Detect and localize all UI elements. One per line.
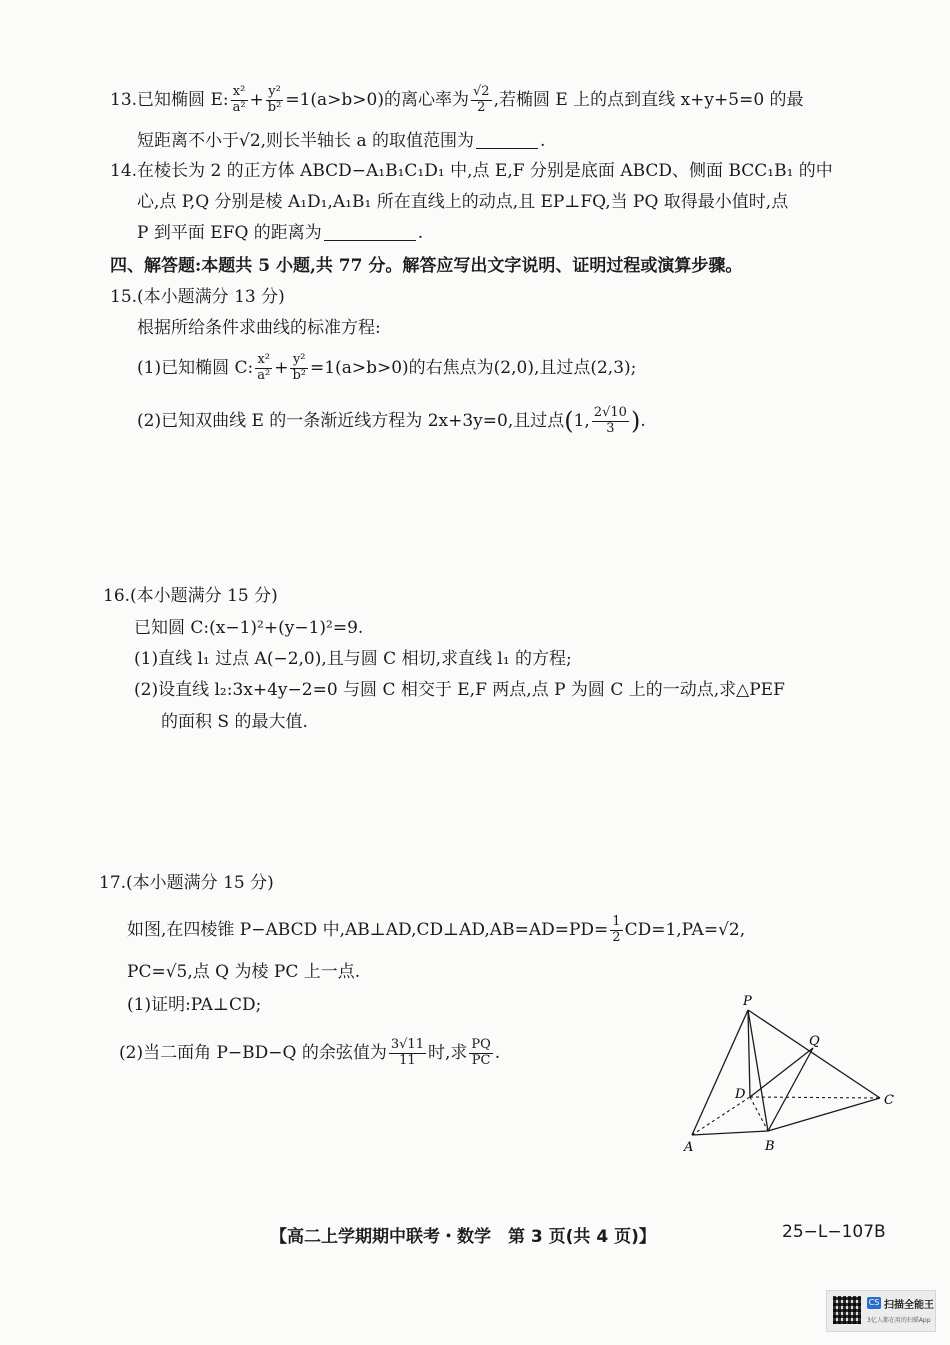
q13-line-1: 13.已知椭圆 E: $\frac{\text{x²}}{\text{a²}}$ + $\frac{\text{y²}}{\text{b²}}$ =1(a>b>0)的离心率为 $\frac{√2}{2}$ ,若椭圆 E 上的点到直线 x+y+5=0 的最 xyxy=(110,84,804,115)
fraction: $\frac{3√11}{11}$ xyxy=(390,1037,424,1068)
label-q: Q xyxy=(809,1034,820,1049)
q17-line-4: (2)当二面角 P−BD−Q 的余弦值为 $\frac{3√11}{11}$ 时,求 $\frac{PQ}{PC}$ . xyxy=(119,1037,501,1068)
q17-line-3: (1)证明:PA⊥CD; xyxy=(127,995,262,1015)
edge-bc xyxy=(768,1098,880,1131)
fraction: $\frac{\text{x²}}{\text{a²}}$ xyxy=(232,84,246,115)
q16-line-1: 已知圆 C:(x−1)²+(y−1)²=9. xyxy=(134,618,364,638)
edge-pa xyxy=(692,1010,748,1135)
edge-dc xyxy=(750,1097,880,1098)
label-p: P xyxy=(743,994,752,1009)
q16-line-2: (1)直线 l₁ 过点 A(−2,0),且与圆 C 相切,求直线 l₁ 的方程; xyxy=(134,649,572,669)
q13-line-2: 短距离不小于√2,则长半轴长 a 的取值范围为 . xyxy=(137,131,546,151)
section-heading: 四、解答题:本题共 5 小题,共 77 分。解答应写出文字说明、证明过程或演算步骤。 xyxy=(110,256,743,276)
scanner-tagline: 3亿人都在用的扫描App xyxy=(867,1317,931,1324)
edge-pc xyxy=(748,1010,880,1098)
qr-code-icon xyxy=(833,1296,861,1324)
q16-heading: 16.(本小题满分 15 分) xyxy=(103,586,278,606)
q14-line-3: P 到平面 EFQ 的距离为 . xyxy=(137,223,424,243)
scanner-app-name: 扫描全能王 xyxy=(884,1300,934,1311)
fraction: $\frac{1}{2}$ xyxy=(612,914,621,945)
edge-dq xyxy=(750,1048,813,1097)
q15-intro: 根据所给条件求曲线的标准方程: xyxy=(137,318,381,338)
fraction: $\frac{\text{x²}}{\text{a²}}$ xyxy=(257,352,271,383)
edge-ab xyxy=(692,1131,768,1135)
q14-line-2: 心,点 P,Q 分别是棱 A₁D₁,A₁B₁ 所在直线上的动点,且 EP⊥FQ,当 PQ 取得最小值时,点 xyxy=(137,192,789,212)
q17-line-2: PC=√5,点 Q 为棱 PC 上一点. xyxy=(127,962,361,982)
pyramid-figure xyxy=(680,990,910,1160)
q15-part-2: (2)已知双曲线 E 的一条渐近线方程为 2x+3y=0,且过点(1, $\frac{2√10}{3}$ ). xyxy=(137,405,646,436)
fraction: $\frac{\text{y²}}{\text{b²}}$ xyxy=(267,84,282,115)
q14-line-1: 14.在棱长为 2 的正方体 ABCD−A₁B₁C₁D₁ 中,点 E,F 分别是底面 ABCD、侧面 BCC₁B₁ 的中 xyxy=(110,161,833,181)
label-c: C xyxy=(884,1093,894,1108)
edge-pb xyxy=(748,1010,768,1131)
fraction: $\frac{PQ}{PC}$ xyxy=(471,1037,491,1068)
scanner-watermark xyxy=(826,1290,936,1332)
q17-line-1: 如图,在四棱锥 P−ABCD 中,AB⊥AD,CD⊥AD,AB=AD=PD= $\frac{1}{2}$ CD=1,PA=√2, xyxy=(127,914,746,945)
q16-line-4: 的面积 S 的最大值. xyxy=(161,712,308,732)
exam-code: 25−L−107B xyxy=(782,1222,886,1242)
q15-part-1: (1)已知椭圆 C: $\frac{\text{x²}}{\text{a²}}$ + $\frac{\text{y²}}{\text{b²}}$ =1(a>b>0)的右焦点为(2,0),且过点(2,3); xyxy=(137,352,637,383)
fraction: $\frac{√2}{2}$ xyxy=(473,84,490,115)
q16-line-3: (2)设直线 l₂:3x+4y−2=0 与圆 C 相交于 E,F 两点,点 P 为圆 C 上的一动点,求△PEF xyxy=(134,680,785,700)
cs-logo-icon: CS xyxy=(868,1298,880,1307)
label-a: A xyxy=(684,1140,694,1155)
q17-heading: 17.(本小题满分 15 分) xyxy=(99,873,274,893)
label-d: D xyxy=(735,1087,746,1102)
edge-bq xyxy=(768,1048,813,1131)
page-footer: 【高二上学期期中联考・数学 第 3 页(共 4 页)】 xyxy=(270,1227,656,1247)
fraction: $\frac{2√10}{3}$ xyxy=(593,405,627,436)
q15-heading: 15.(本小题满分 13 分) xyxy=(110,287,285,307)
fraction: $\frac{\text{y²}}{\text{b²}}$ xyxy=(292,352,306,383)
answer-blank xyxy=(476,134,538,149)
answer-blank xyxy=(324,226,416,241)
label-b: B xyxy=(765,1139,775,1154)
